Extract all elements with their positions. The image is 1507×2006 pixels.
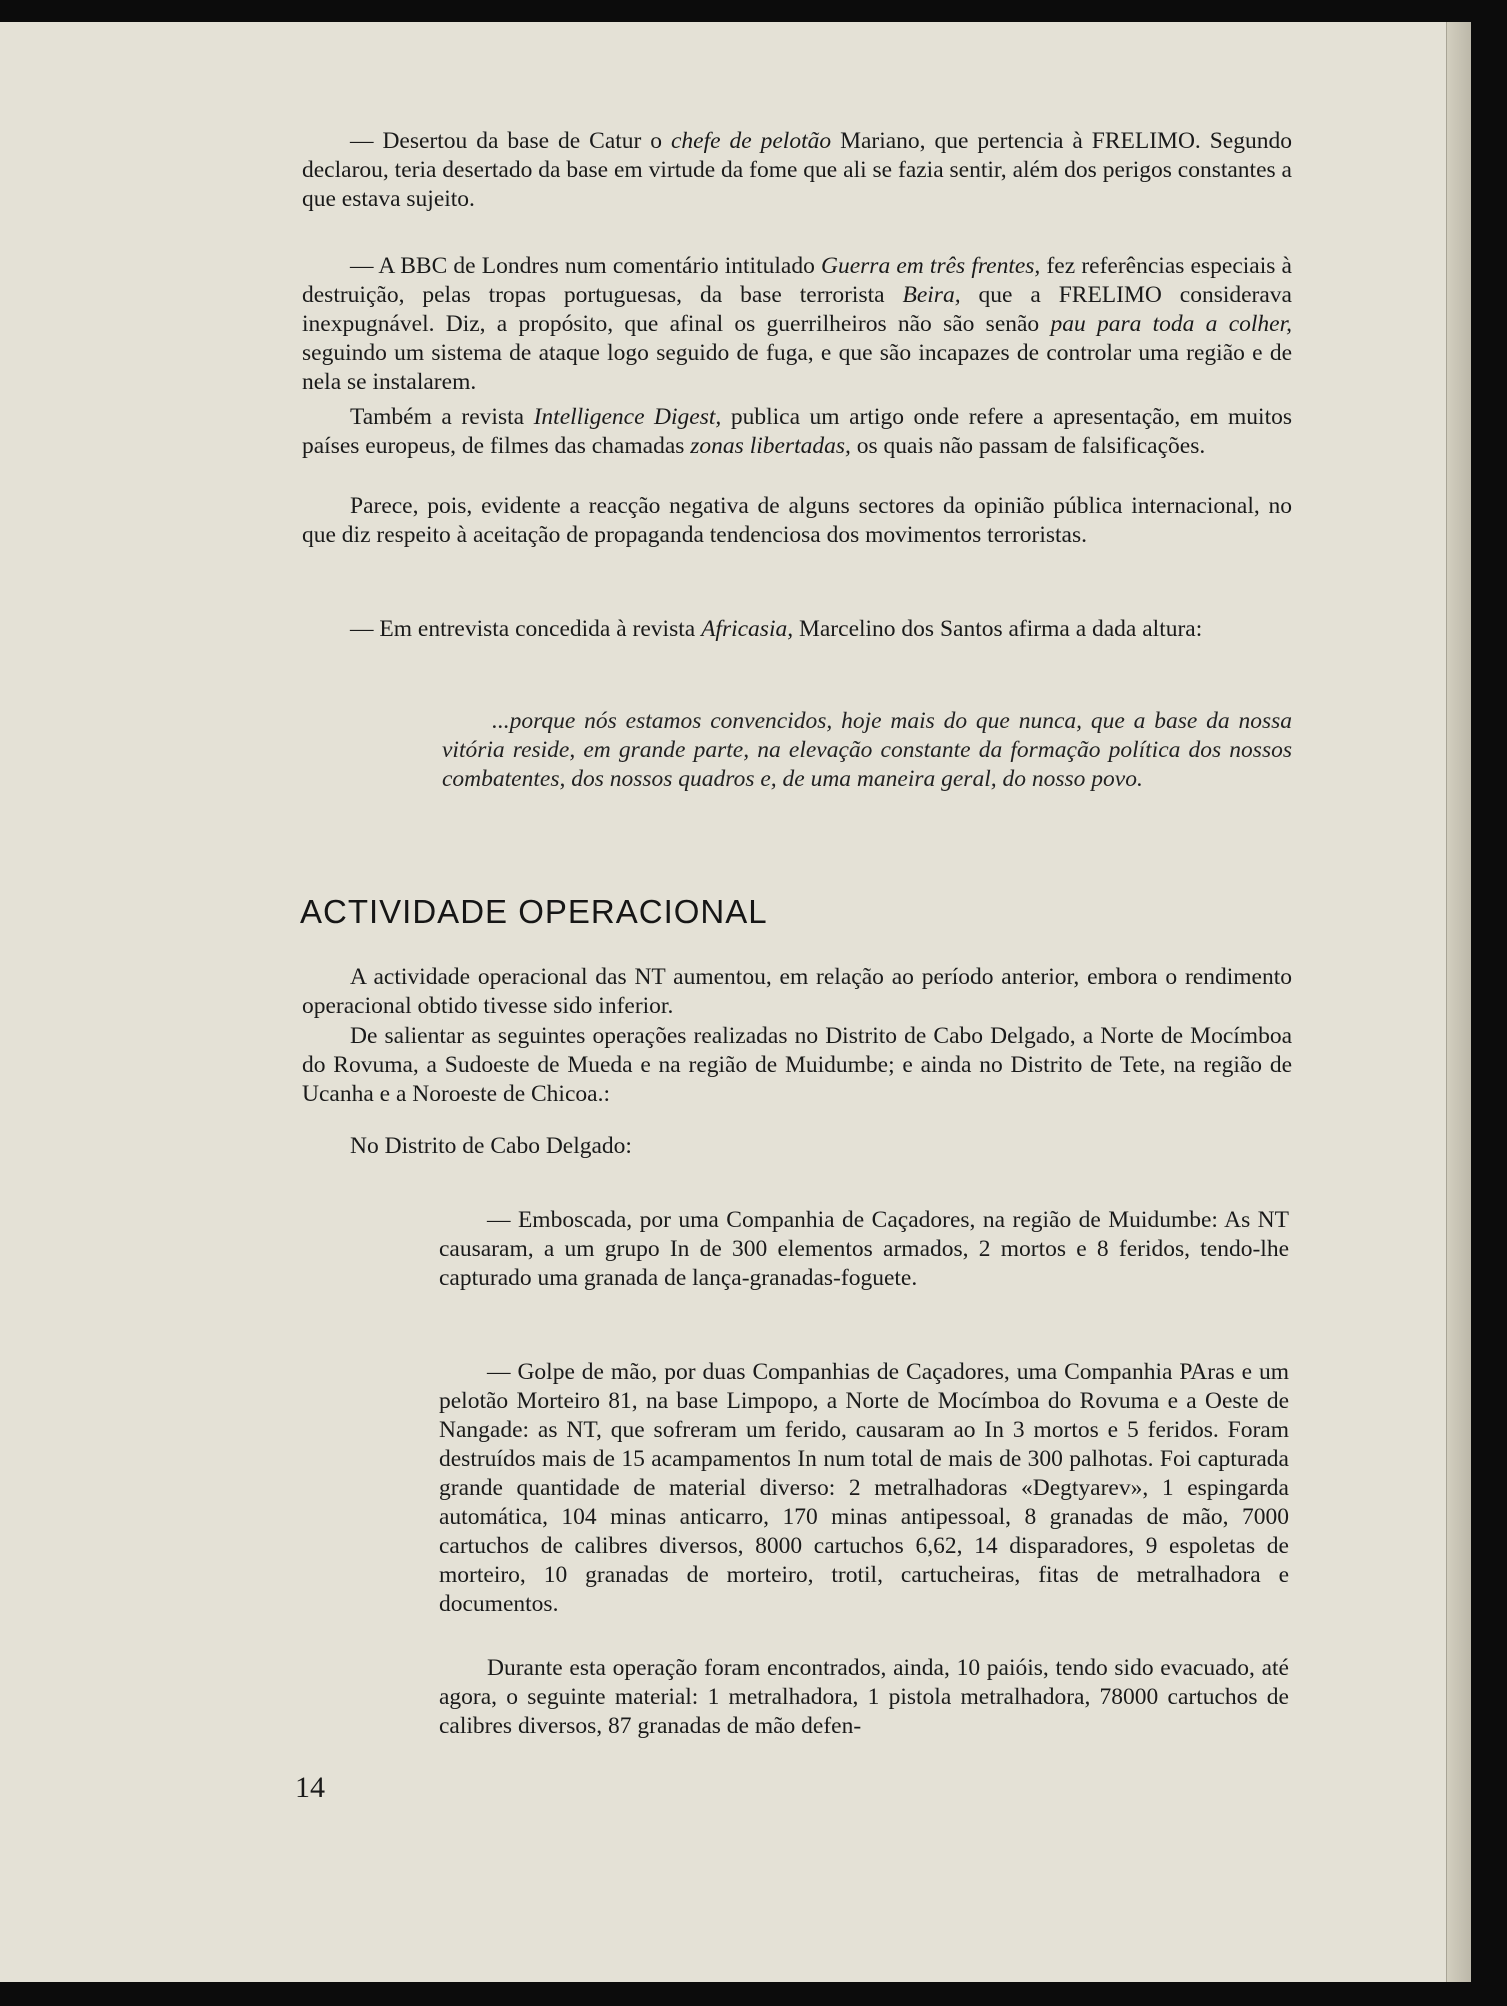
italic-run: Intelligence Digest, [533, 404, 722, 430]
section-title: ACTIVIDADE OPERACIONAL [300, 893, 768, 930]
page-number: 14 [295, 1771, 325, 1804]
text-run: publica um artigo onde refere a apresentação, em muitos países europeus, de filmes das chamadas [302, 404, 1292, 459]
text-run: os quais não passam de falsificações. [850, 433, 1206, 459]
text-run: — Em entrevista concedida à revista [350, 616, 702, 642]
text-run: — Desertou da base de Catur o [350, 128, 671, 154]
italic-run: zonas libertadas, [690, 433, 851, 459]
text-run: Também a revista [350, 404, 534, 430]
italic-run: chefe de pelotão [671, 128, 832, 154]
paragraph-africasia [302, 615, 1292, 644]
paragraph-desertion [302, 127, 1292, 214]
text-run: Mariano, que pertencia à FRELIMO. Segundo declarou, teria desertado da base em virtude da fome que ali se fazia sentir, além dos perigos constantes a que estava sujeito. [302, 128, 1292, 212]
paragraph-activity: A actividade operacional das NT aumentou, em relação ao período anterior, embora o rendimento operacional obtido tivesse sido inferior. [302, 964, 1292, 1019]
list-item-raid: — Golpe de mão, por duas Companhias de Caçadores, uma Companhia PAras e um pelotão Morteiro 81, na base Limpopo, a Norte de Mocímboa do Rovuma e a Oeste de Nangade: as NT, que sofreram um ferido, causaram ao In 3 mortos e 5 feridos. Foram destruídos mais de 15 acampamentos In num total de mais de 300 palhotas. Foi capturada grande quantidade de material diverso: 2 metralhadoras «Degtyarev», 1 espingarda automática, 104 minas anticarro, 170 minas antipessoal, 8 granadas de mão, 7000 cartuchos de calibres diversos, 8000 cartuchos 6,62, 14 disparadores, 9 espoletas de morteiro, 10 granadas de morteiro, trotil, cartucheiras, fitas de metralhadora e documentos. [439, 1359, 1289, 1617]
text-run: Marcelino dos Santos afirma a dada altura: [793, 616, 1203, 642]
text-run: seguindo um sistema de ataque logo seguido de fuga, e que são incapazes de controlar uma região e de nela se instalarem. [302, 340, 1292, 395]
text-run: — A BBC de Londres num comentário intitulado [350, 253, 821, 279]
text-run: fez referências especiais à destruição, pelas tropas portuguesas, da base terrorista [302, 253, 1292, 308]
paragraph-bbc [302, 252, 1292, 397]
italic-run: Africasia, [701, 616, 794, 642]
paragraph-operations: De salientar as seguintes operações realizadas no Distrito de Cabo Delgado, a Norte de Mocímboa do Rovuma, a Sudoeste de Mueda e na região de Muidumbe; e ainda no Distrito de Tete, na região de Ucanha e a Noroeste de Chicoa.: [302, 1023, 1292, 1107]
paragraph-reaction: Parece, pois, evidente a reacção negativa de alguns sectores da opinião pública internacional, no que diz respeito à aceitação de propaganda tendenciosa dos movimentos terroristas. [302, 493, 1292, 548]
paragraph-district: No Distrito de Cabo Delgado: [350, 1133, 632, 1159]
list-item-depots: Durante esta operação foram encontrados, ainda, 10 paióis, tendo sido evacuado, até agora, o seguinte material: 1 metralhadora, 1 pistola metralhadora, 78000 cartuchos de calibres diversos, 87 granadas de mão defen- [439, 1655, 1289, 1739]
block-quote: ...porque nós estamos convencidos, hoje mais do que nunca, que a base da nossa vitória reside, em grande parte, na elevação constante da formação política dos nossos combatentes, dos nossos quadros e, de uma maneira geral, do nosso povo. [442, 708, 1292, 792]
italic-run: Beira, [902, 282, 961, 308]
italic-run: Guerra em três frentes, [821, 253, 1041, 279]
paragraph-intelligence-digest [302, 403, 1292, 461]
text-run: que a FRELIMO considerava inexpugnável. Diz, a propósito, que afinal os guerrilheiros não são senão [302, 282, 1292, 337]
list-item-ambush: — Emboscada, por uma Companhia de Caçadores, na região de Muidumbe: As NT causaram, a um grupo In de 300 elementos armados, 2 mortos e 8 feridos, tendo-lhe capturado uma granada de lança-granadas-foguete. [439, 1207, 1289, 1291]
italic-run: pau para toda a colher, [1050, 311, 1292, 337]
page-edge [1446, 22, 1471, 1982]
